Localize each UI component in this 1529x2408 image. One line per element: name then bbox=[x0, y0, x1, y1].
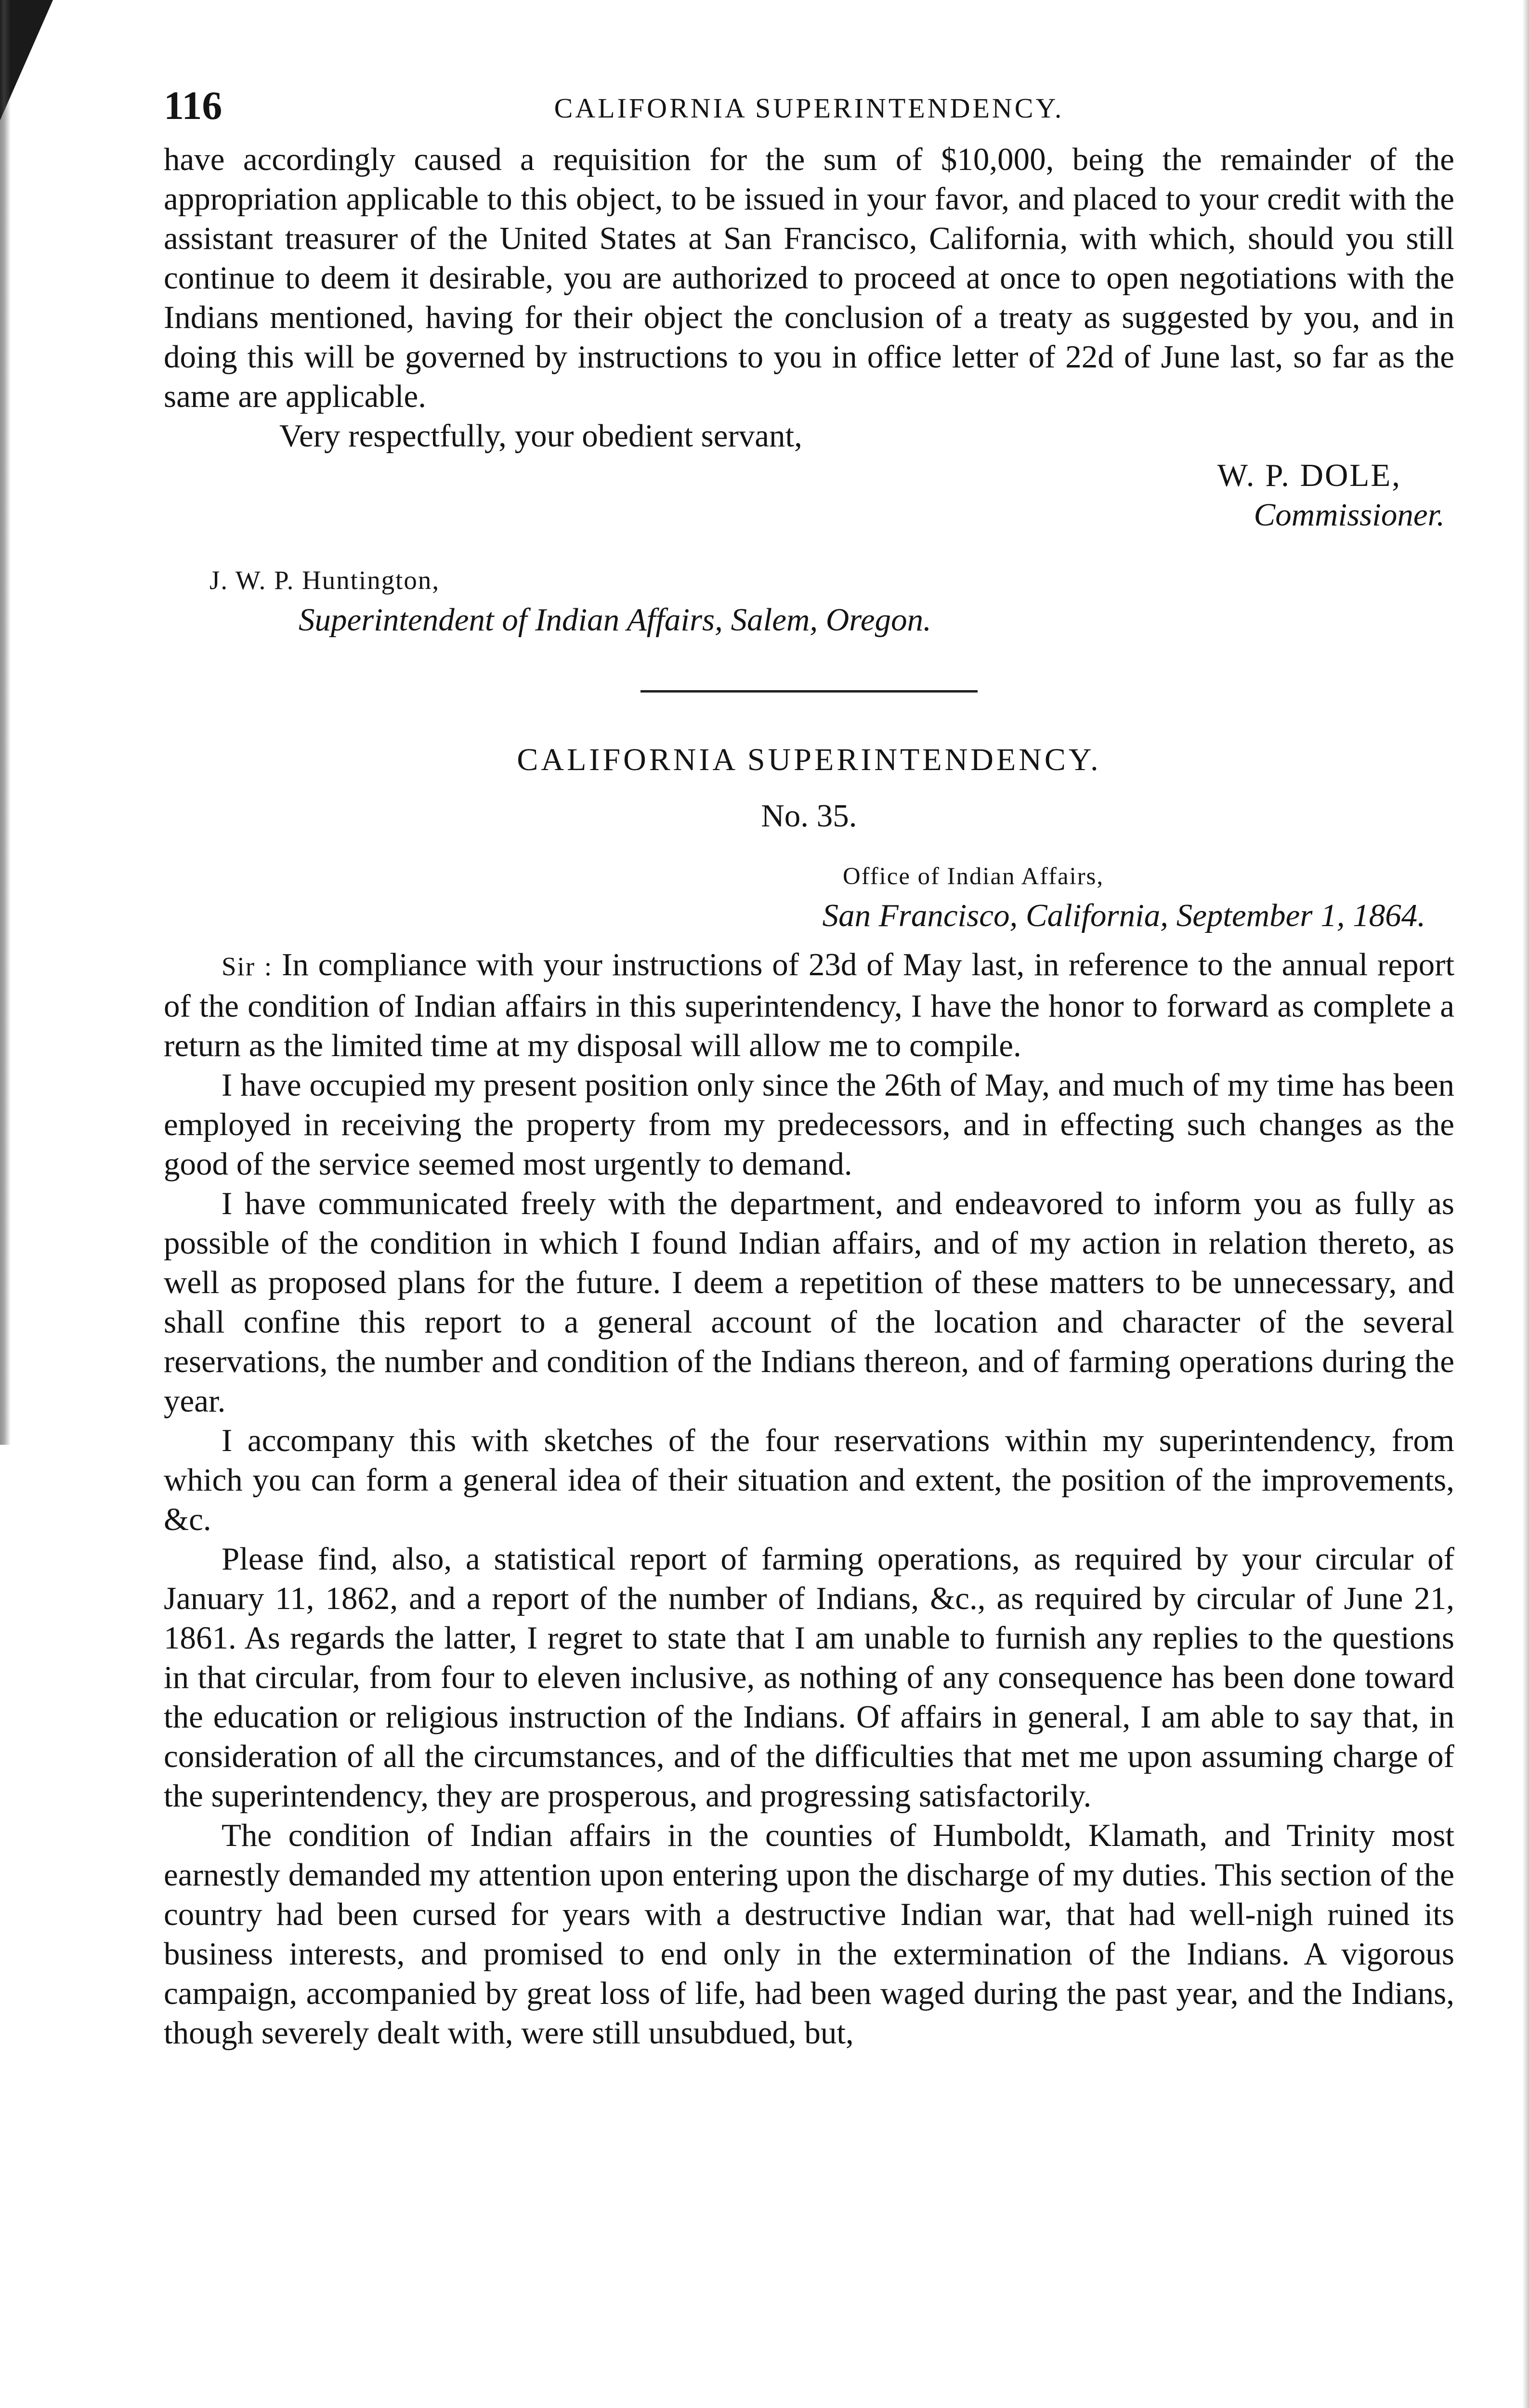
section-divider bbox=[640, 690, 978, 693]
document-page bbox=[164, 82, 1454, 2053]
section-title: CALIFORNIA SUPERINTENDENCY. bbox=[517, 742, 1101, 777]
paragraph bbox=[164, 945, 1454, 1065]
page-number: 116 bbox=[164, 83, 222, 128]
report-letter bbox=[164, 855, 1454, 2053]
page-header bbox=[164, 82, 1454, 140]
letter-continuation bbox=[164, 140, 1454, 640]
paragraph: I have occupied my present position only since the 26th of May, and much of my time has been employed in receiving the property from my predecessors, and in effecting such changes as the good of the service seemed most urgently to demand. bbox=[164, 1067, 1454, 1182]
paragraph-text: In compliance with your instructions of 23d of May last, in reference to the annual report of the condition of Indian affairs in this superintendency, I have the honor to forward as complete a return as the limited time at my disposal will allow me to compile. bbox=[164, 947, 1454, 1063]
addressee-name bbox=[164, 559, 1454, 600]
office-heading-text: Office of Indian Affairs, bbox=[843, 863, 1104, 890]
paragraph: Please find, also, a statistical report of farming operations, as required by your circular of January 11, 1862, and a report of the number of Indians, &c., as required by circular of June 21, 1861. As regards the latter, I regret to state that I am unable to furnish any replies to the questions in that circular, from four to eleven inclusive, as nothing of any consequence has been done toward the education or religious instruction of the Indians. Of affairs in general, I am able to say that, in consideration of all the circumstances, and of the difficulties that met me upon assuming charge of the superintendency, they are prosperous, and progressing satisfactorily. bbox=[164, 1541, 1454, 1814]
letter-closing: Very respectfully, your obedient servant, bbox=[279, 418, 802, 454]
paragraph: I have communicated freely with the department, and endeavored to inform you as fully as possible of the condition in which I found Indian affairs, and of my action in relation thereto, as well as proposed plans for the future. I deem a repetition of these matters to be unnecessary, and shall confine this report to a general account of the location and character of the several reservations, the number and condition of the Indians thereon, and of farming operations during the year. bbox=[164, 1186, 1454, 1419]
scan-right-edge bbox=[1522, 0, 1529, 2408]
letter-body: have accordingly caused a requisition for the sum of $10,000, being the remainder of the appropriation applicable to this object, to be issued in your favor, and placed to your credit with the assistant treasurer of the United States at San Francisco, California, with which, should you still continue to deem it desirable, you are authorized to proceed at once to open negotiations with the Indians mentioned, having for their object the conclusion of a treaty as suggested by you, and in doing this will be governed by instructions to you in office letter of 22d of June last, so far as the same are applicable. bbox=[164, 142, 1454, 414]
addressee-name-text: J. W. P. Huntington, bbox=[209, 565, 440, 595]
paragraph: I accompany this with sketches of the four reservations within my superintendency, from which you can form a general idea of their situation and extent, the position of the improvements, &c. bbox=[164, 1423, 1454, 1537]
office-heading bbox=[164, 855, 1454, 896]
scan-left-edge bbox=[0, 0, 11, 1445]
dateline: San Francisco, California, September 1, 1864. bbox=[822, 898, 1425, 933]
salutation: Sir : bbox=[222, 952, 282, 981]
signature-name: W. P. DOLE, bbox=[1217, 458, 1401, 493]
signature-title: Commissioner. bbox=[1254, 497, 1445, 533]
paragraph: The condition of Indian affairs in the counties of Humboldt, Klamath, and Trinity most earnestly demanded my attention upon entering upon the discharge of my duties. This section of the country had been cursed for years with a destructive Indian war, that had well-nigh ruined its business interests, and promised to end only in the extermination of the Indians. A vigorous campaign, accompanied by great loss of life, had been waged during the past year, and the Indians, though severely dealt with, were still unsubdued, but, bbox=[164, 1818, 1454, 2051]
running-title: CALIFORNIA SUPERINTENDENCY. bbox=[554, 92, 1064, 124]
addressee-title: Superintendent of Indian Affairs, Salem, Oregon. bbox=[299, 602, 931, 638]
document-number: No. 35. bbox=[761, 798, 857, 834]
